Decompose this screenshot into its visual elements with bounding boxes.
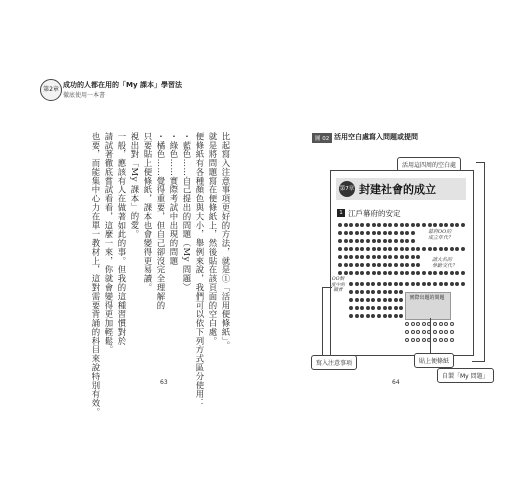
body-column-2: 就是將問題寫在便條紙上，然後貼在該頁面的空白處。 [208,132,218,346]
callout-connector [322,287,332,288]
callout-connector [430,318,431,354]
body-column-6: ・橘色……覺得重要，但自己卻沒完全理解的 [156,132,166,310]
chapter-title: 成功的人都在用的「My 課本」學習法 [63,81,182,89]
callout-margin-blank: 活用這四周的空白處 [397,157,461,172]
chapter-number: 第7章 [339,181,355,197]
text-line [338,239,415,243]
body-column-11: 也要，而能集中心力在單一教材上，這對需要背誦的科目來說特別有效。 [91,132,101,417]
callout-stick-note: 貼上便條紙 [414,353,454,368]
callout-write-notes: 寫入注意事項 [311,355,357,370]
callout-connector [472,361,484,362]
figure-title: 活用空白處寫入問題或提問 [334,133,418,141]
body-column-3: 便條紙有各種顏色與大小，舉例來說，我們可以依下列方式區分使用： [195,132,205,408]
chapter-badge: 第2章 [40,79,62,101]
text-line [338,223,465,227]
text-line [349,282,465,286]
section-title: 江戶幕府的安定 [348,209,401,218]
text-line [338,231,415,235]
text-line [349,314,403,318]
figure-tag: 圖 02 [312,133,332,143]
notebook-chapter-title: 封建社會的成立 [359,183,436,196]
text-line [338,263,420,267]
body-column-5: ・綠色……實際考試中出現的問題 [169,132,179,266]
body-column-1: 比起寫入注意事項更好的方法，就是①「活用便條紙」。 [221,132,231,351]
body-column-8: 視出對「My 課本」的愛。 [130,132,140,239]
callout-connector [484,162,485,362]
sticky-note-text: 實際出題的問題 [409,295,445,301]
body-column-4: ・藍色……自己提出的問題（My 問題） [182,132,192,292]
text-line [349,306,403,310]
section-number: 1 [337,209,345,217]
text-line [349,298,403,302]
page-number-left: 63 [160,379,168,386]
callout-connector [476,162,484,163]
chapter-subtitle: 徹底使用一本書 [63,92,106,99]
page-number-right: 64 [392,379,400,386]
text-line [338,255,420,259]
body-column-9: 一般，應該有人在做著如此的事。但我的這種習慣對於 [117,132,127,346]
callout-connector [322,287,323,357]
handwritten-note-2: 諸大名的 參勤交代？ [432,257,458,269]
handwritten-note-1: 幕府OO的 成立年代？ [428,229,454,241]
body-column-10: 請試著徹底嘗試看看，這麼一來，你就會變得更加輕鬆。 [104,132,114,355]
text-line [349,290,403,294]
margin-note: OO制度中的職責 [331,277,345,294]
text-line [338,271,465,275]
callout-my-question: 自製「My 問題」 [437,368,494,383]
text-line [338,247,465,251]
body-column-7: 只要貼上便條紙，課本也會變得更易讀。 [143,132,153,293]
